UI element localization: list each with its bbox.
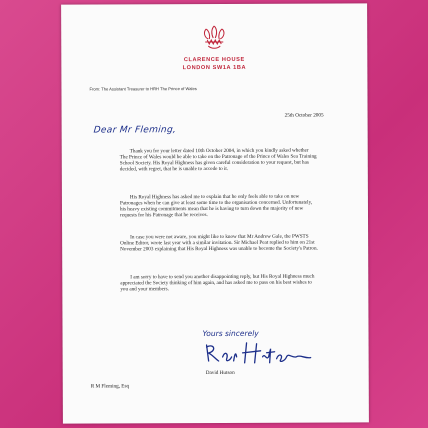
letter-date: 25th October 2005 xyxy=(284,112,324,119)
signer-name: David Hutson xyxy=(205,369,235,377)
paragraph-4: I am sorry to have to send you another disappointing reply, but His Royal Highness much appreciated the Society thinking of him again, and has asked me to pass on his best wishes to you and your members. xyxy=(120,273,315,293)
paragraph-1: Thank you for your letter dated 10th October 2004, in which you kindly asked whether The Prince of Wales would be able to take on the Patronage of the Prince of Wales Sea Training School Society. His Royal Highness has given careful consideration to your request, but has decided, with regret, that he is unable to accede to it. xyxy=(119,147,317,173)
closing: Yours sincerely xyxy=(202,328,259,339)
letterhead-line-1: CLARENCE HOUSE xyxy=(183,56,245,64)
letter-paper xyxy=(61,3,369,423)
handwritten-signature xyxy=(201,339,321,368)
paragraph-3: In case you were not aware, you might like to know that Mr Andrew Gale, the PWSTS Online Editor, wrote last year with a similar invitation. Sir Michael Peat replied to him on 21st November 2003 explaining that His Royal Highness was unable to become the Society's Patron. xyxy=(120,233,318,253)
from-line: From: The Assistant Treasurer to HRH The Prince of Wales xyxy=(89,86,197,92)
recipient-name: R M Fleming, Esq xyxy=(90,383,130,390)
prince-of-wales-feathers-icon xyxy=(199,23,229,51)
letterhead-line-2: LONDON SW1A 1BA xyxy=(182,64,247,72)
salutation: Dear Mr Fleming, xyxy=(93,125,177,136)
paragraph-2: His Royal Highness has asked me to explain that he only feels able to take on new Patronages when he can give at least some time to the organisation concerned. Unfortunately, his heavy existing commitments mean that he is having to turn down the majority of new requests for his Patronage that he receives. xyxy=(119,193,313,219)
